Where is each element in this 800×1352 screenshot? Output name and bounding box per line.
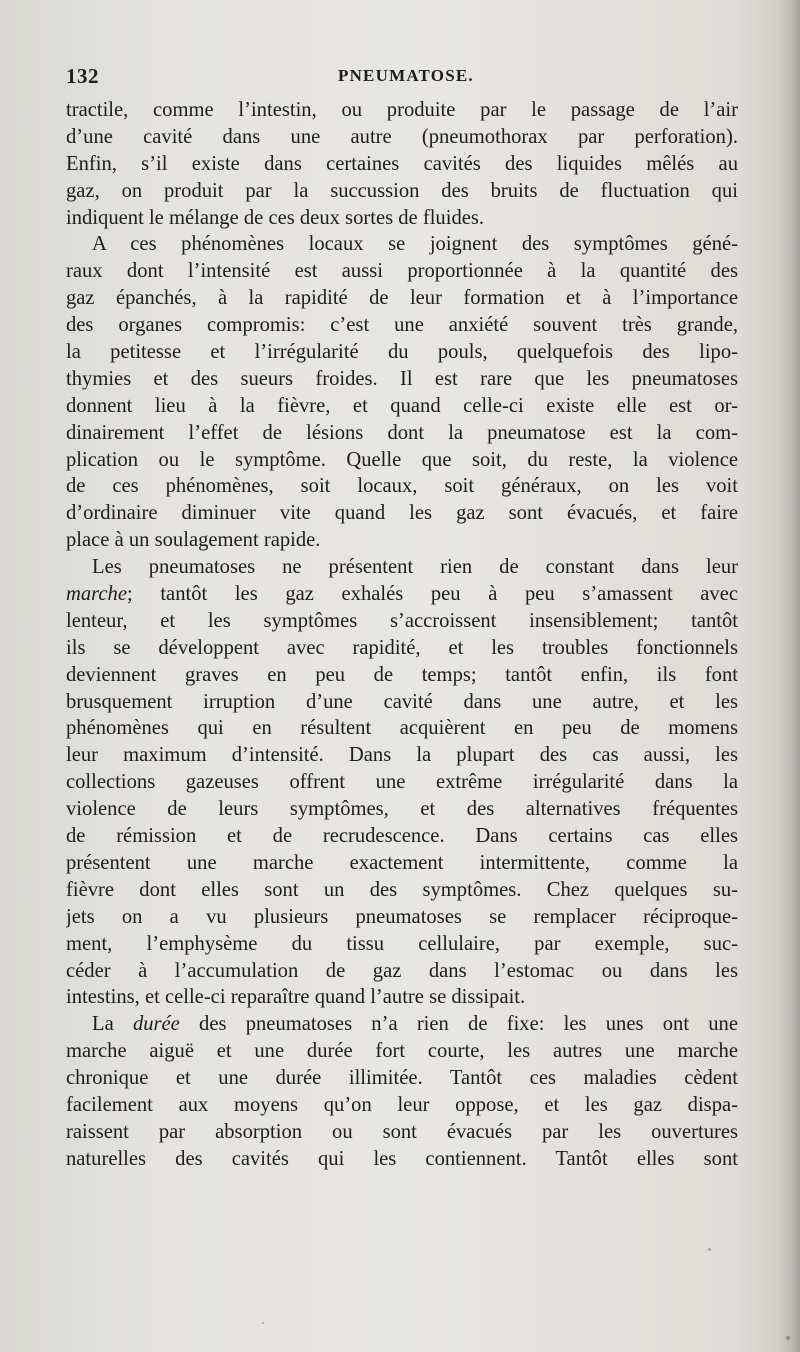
- text-line: collections gazeuses offrent une extrême irrégularité dans la: [66, 771, 738, 794]
- text-line: présentent une marche exactement intermittente, comme la: [66, 851, 738, 874]
- text-line: plication ou le symptôme. Quelle que soit, du reste, la violence: [66, 448, 738, 471]
- text-line: Enfin, s’il existe dans certaines cavités des liquides mêlés au: [66, 152, 738, 175]
- text-line: intestins, et celle-ci reparaître quand l’autre se dissipait.: [66, 986, 526, 1009]
- page-edge-shadow: [778, 0, 800, 1352]
- text-line: gaz, on produit par la succussion des bruits de fluctuation qui: [66, 179, 738, 202]
- page-number: 132: [66, 64, 99, 88]
- running-head: [66, 64, 738, 92]
- text-line: donnent lieu à la fièvre, et quand celle-ci existe elle est or-: [66, 394, 738, 417]
- text-line: La durée des pneumatoses n’a rien de fixe: les unes ont une: [92, 1013, 738, 1036]
- text-line: indiquent le mélange de ces deux sortes de fluides.: [66, 206, 485, 229]
- text-line: marche; tantôt les gaz exhalés peu à peu s’amassent avec: [66, 583, 738, 606]
- text-line: fièvre dont elles sont un des symptômes. Chez quelques su-: [66, 878, 738, 901]
- text-line: phénomènes qui en résultent acquièrent en peu de momens: [66, 717, 738, 740]
- text-line: deviennent graves en peu de temps; tantôt enfin, ils font: [66, 663, 738, 686]
- paper-speck: [786, 1336, 790, 1340]
- text-line: violence de leurs symptômes, et des alternatives fréquentes: [66, 798, 738, 821]
- text-line: thymies et des sueurs froides. Il est rare que les pneumatoses: [66, 367, 738, 390]
- text-line: ment, l’emphysème du tissu cellulaire, par exemple, suc-: [66, 932, 738, 955]
- text-line: place à un soulagement rapide.: [66, 529, 321, 552]
- text-line: brusquement irruption d’une cavité dans une autre, et les: [66, 690, 738, 713]
- text-line: lenteur, et les symptômes s’accroissent insensiblement; tantôt: [66, 609, 738, 632]
- text-line: de rémission et de recrudescence. Dans certains cas elles: [66, 825, 738, 848]
- text-line: A ces phénomènes locaux se joignent des symptômes géné-: [92, 233, 738, 256]
- text-line: facilement aux moyens qu’on leur oppose, et les gaz dispa-: [66, 1093, 738, 1116]
- text-line: ils se développent avec rapidité, et les troubles fonctionnels: [66, 636, 738, 659]
- paper-speck: [262, 1322, 264, 1324]
- text-line: jets on a vu plusieurs pneumatoses se remplacer réciproque-: [66, 905, 738, 928]
- text-line: dinairement l’effet de lésions dont la pneumatose est la com-: [66, 421, 738, 444]
- text-line: Les pneumatoses ne présentent rien de constant dans leur: [92, 556, 738, 579]
- text-line: d’ordinaire diminuer vite quand les gaz sont évacués, et faire: [66, 502, 738, 525]
- text-line: raissent par absorption ou sont évacués par les ouvertures: [66, 1120, 738, 1143]
- text-line: des organes compromis: c’est une anxiété souvent très grande,: [66, 314, 738, 337]
- text-line: de ces phénomènes, soit locaux, soit généraux, on les voit: [66, 475, 738, 498]
- text-line: leur maximum d’intensité. Dans la plupart des cas aussi, les: [66, 744, 738, 767]
- text-line: tractile, comme l’intestin, ou produite par le passage de l’air: [66, 99, 738, 121]
- text-line: marche aiguë et une durée fort courte, les autres une marche: [66, 1040, 738, 1063]
- paper-speck: [708, 1248, 711, 1251]
- text-line: céder à l’accumulation de gaz dans l’estomac ou dans les: [66, 959, 738, 982]
- text-line: chronique et une durée illimitée. Tantôt ces maladies cèdent: [66, 1067, 738, 1090]
- text-line: la petitesse et l’irrégularité du pouls, quelquefois des lipo-: [66, 341, 738, 364]
- text-line: d’une cavité dans une autre (pneumothorax par perforation).: [66, 125, 738, 148]
- text-line: raux dont l’intensité est aussi proportionnée à la quantité des: [66, 260, 738, 283]
- running-title: PNEUMATOSE.: [338, 66, 474, 85]
- text-line: naturelles des cavités qui les contiennent. Tantôt elles sont: [66, 1147, 738, 1170]
- text-line: gaz épanchés, à la rapidité de leur formation et à l’importance: [66, 287, 738, 310]
- body-text: [66, 97, 738, 1173]
